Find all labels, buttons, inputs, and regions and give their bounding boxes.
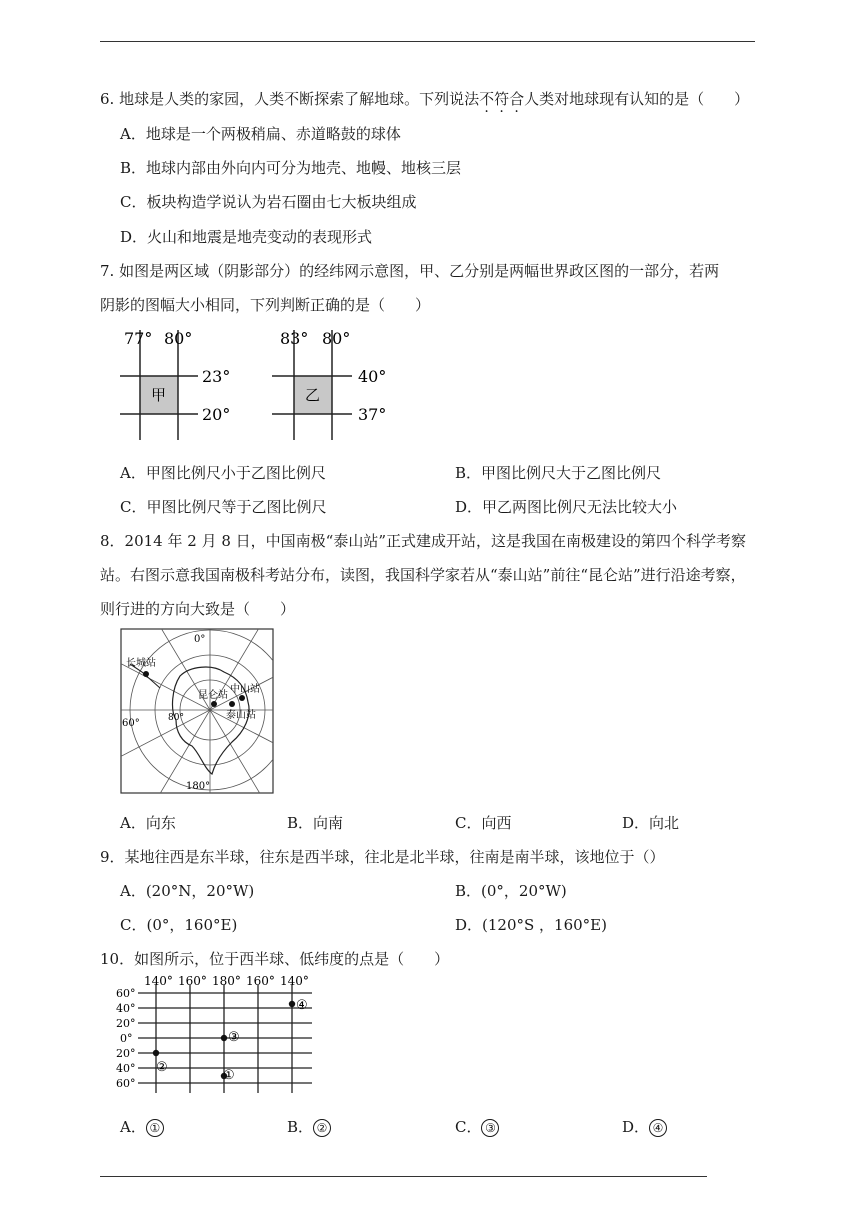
point-3-label: ③ — [228, 1030, 240, 1045]
map-label-60: 60° — [122, 718, 140, 729]
q7-figure — [110, 322, 410, 444]
q10-option-c-mark: ③ — [481, 1119, 499, 1137]
q9-option-c[interactable]: C．(0°，160°E) — [120, 916, 238, 934]
yi-lat-top: 40° — [358, 367, 387, 386]
lon-label-4: 160° — [246, 974, 275, 988]
q8-option-d[interactable]: D．向北 — [622, 814, 680, 832]
q7-option-b[interactable]: B．甲图比例尺大于乙图比例尺 — [455, 464, 662, 482]
q10-option-d-mark: ④ — [649, 1119, 667, 1137]
yi-lon-left: 83° — [280, 329, 309, 348]
q10-option-c-letter: C． — [455, 1118, 482, 1136]
jia-lat-bottom: 20° — [202, 405, 231, 424]
map-label-180: 180° — [186, 781, 211, 792]
yi-lon-right: 80° — [322, 329, 351, 348]
point-4-label: ④ — [296, 998, 308, 1013]
lon-label-3: 180° — [212, 974, 241, 988]
antarctica-map — [120, 628, 274, 794]
q7-stem-line2: 阴影的图幅大小相同，下列判断正确的是（ ） — [100, 296, 431, 314]
q6-stem-part2: 人类对地球现有认知的是（ ） — [524, 90, 750, 108]
zhongshan-station-label: 中山站 — [230, 684, 260, 695]
q9-option-d[interactable]: D．(120°S ，160°E) — [455, 916, 607, 934]
q7-option-d[interactable]: D．甲乙两图比例尺无法比较大小 — [455, 498, 678, 516]
q8-option-a[interactable]: A．向东 — [120, 814, 176, 832]
q6-option-b[interactable]: B．地球内部由外向内可分为地壳、地幔、地核三层 — [120, 159, 462, 177]
taishan-station-marker — [229, 701, 235, 707]
yi-lat-bottom: 37° — [358, 405, 387, 424]
jia-label: 甲 — [151, 386, 167, 404]
q10-option-d[interactable] — [622, 1116, 667, 1137]
q8-option-b[interactable]: B．向南 — [287, 814, 344, 832]
point-2-label: ② — [156, 1060, 168, 1075]
q10-option-c[interactable] — [455, 1116, 499, 1137]
lat-label-5: 20° — [116, 1047, 136, 1060]
q9-option-b[interactable]: B．(0°，20°W) — [455, 882, 567, 900]
lat-label-6: 40° — [116, 1062, 136, 1075]
q7-stem-line1: 7. 如图是两区域（阴影部分）的经纬网示意图，甲、乙分别是两幅世界政区图的一部分，若两 — [100, 262, 720, 280]
lon-label-2: 160° — [178, 974, 207, 988]
point-3-marker — [221, 1035, 227, 1041]
q7-option-c[interactable]: C．甲图比例尺等于乙图比例尺 — [120, 498, 327, 516]
q6-stem — [100, 88, 749, 109]
point-4-marker — [289, 1001, 295, 1007]
q6-option-c[interactable]: C．板块构造学说认为岩石圈由七大板块组成 — [120, 193, 417, 211]
q10-option-a-mark: ① — [146, 1119, 164, 1137]
q6-option-d[interactable]: D．火山和地震是地壳变动的表现形式 — [120, 228, 373, 246]
q6-emph-3: 合 — [509, 90, 525, 108]
q8-option-c[interactable]: C．向西 — [455, 814, 512, 832]
lon-label-1: 140° — [144, 974, 173, 988]
kunlun-station-label: 昆仑站 — [198, 690, 228, 701]
map-label-0: 0° — [194, 634, 206, 645]
q6-option-a[interactable]: A．地球是一个两极稍扁、赤道略鼓的球体 — [120, 125, 401, 143]
kunlun-station-marker — [211, 701, 217, 707]
lat-label-1: 60° — [116, 987, 136, 1000]
yi-grid — [272, 329, 386, 440]
point-1-label: ① — [223, 1068, 235, 1083]
changcheng-station-label: 长城站 — [126, 658, 156, 669]
q10-grid-figure — [116, 973, 316, 1099]
q6-emph-2: 符 — [494, 90, 510, 108]
lat-label-2: 40° — [116, 1002, 136, 1015]
jia-lon-right: 80° — [164, 329, 193, 348]
yi-label: 乙 — [305, 386, 321, 404]
q10-option-a-letter: A． — [120, 1118, 146, 1136]
zhongshan-station-marker — [239, 695, 245, 701]
point-2-marker — [153, 1050, 159, 1056]
lat-label-3: 20° — [116, 1017, 136, 1030]
q10-stem: 10．如图所示，位于西半球、低纬度的点是（ ） — [100, 950, 450, 968]
q6-stem-part1: 6. 地球是人类的家园，人类不断探索了解地球。下列说法 — [100, 90, 480, 108]
lon-label-5: 140° — [280, 974, 309, 988]
jia-lon-left: 77° — [124, 329, 153, 348]
q8-stem-line2: 站。右图示意我国南极科考站分布，读图，我国科学家若从“泰山站”前往“昆仑站”进行沿途考察， — [100, 566, 746, 584]
q9-stem: 9．某地往西是东半球，往东是西半球，往北是北半球，往南是南半球，该地位于（） — [100, 848, 665, 866]
q10-option-b[interactable] — [287, 1116, 331, 1137]
q6-emph-1: 不 — [479, 90, 495, 108]
q10-option-b-letter: B． — [287, 1118, 314, 1136]
lat-label-7: 60° — [116, 1077, 136, 1090]
taishan-station-label: 泰山站 — [226, 710, 256, 721]
jia-lat-top: 23° — [202, 367, 231, 386]
q9-option-a[interactable]: A．(20°N，20°W) — [120, 882, 255, 900]
lat-label-4: 0° — [120, 1032, 133, 1045]
map-label-80: 80° — [168, 713, 184, 723]
q8-stem-line3: 则行进的方向大致是（ ） — [100, 600, 296, 618]
header-rule — [100, 41, 755, 42]
footer-rule — [100, 1176, 707, 1177]
q7-option-a[interactable]: A．甲图比例尺小于乙图比例尺 — [120, 464, 326, 482]
changcheng-station-marker — [143, 671, 149, 677]
q10-option-d-letter: D． — [622, 1118, 650, 1136]
q8-stem-line1: 8．2014 年 2 月 8 日，中国南极“泰山站”正式建成开站，这是我国在南极建设的第四个科学考察 — [100, 532, 746, 550]
q10-option-b-mark: ② — [313, 1119, 331, 1137]
q10-option-a[interactable] — [120, 1116, 164, 1137]
jia-grid — [120, 329, 230, 440]
